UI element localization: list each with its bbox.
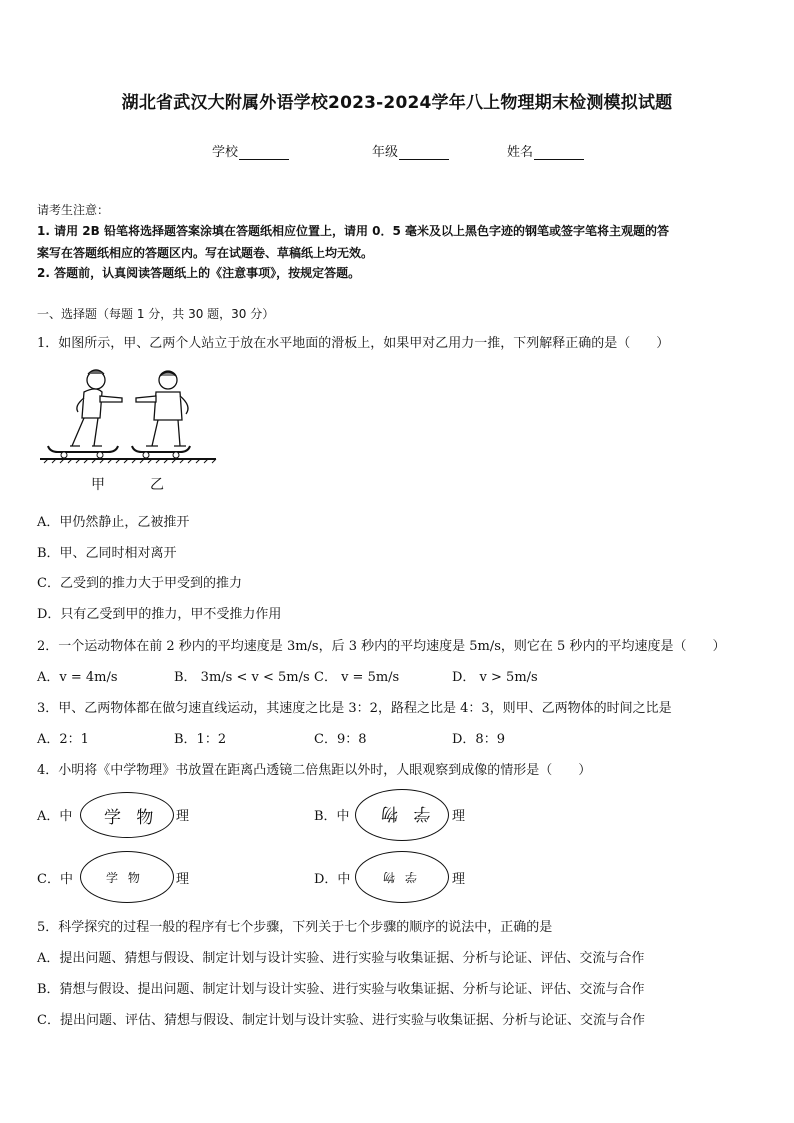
q4-option-b-image-text: 学 物	[376, 803, 431, 823]
fig-label-yi: 乙	[150, 477, 164, 493]
q2-option-c: C． v = 5m/s	[314, 670, 400, 685]
skateboard-figure	[40, 366, 220, 466]
name-blank	[534, 145, 584, 160]
q3-option-b: B．1：2	[174, 732, 227, 747]
q4-option-a-image-text: 学 物	[104, 808, 159, 828]
q4-stem: 4．小明将《中学物理》书放置在距离凸透镜二倍焦距以外时，人眼观察到成像的情形是（ ）	[37, 763, 592, 778]
q5-option-c: C．提出问题、评估、猜想与假设、制定计划与设计实验、进行实验与收集证据、分析与论证、交流与合作	[37, 1013, 645, 1028]
grade-blank	[399, 145, 449, 160]
notice-heading: 请考生注意：	[37, 203, 110, 217]
q4-option-c-image-text: 学 物	[106, 871, 143, 885]
q2-option-d: D． v > 5m/s	[452, 670, 538, 685]
q2-option-a: A．v = 4m/s	[37, 670, 118, 685]
grade-label: 年级	[372, 145, 399, 160]
q3-option-d: D．8：9	[452, 732, 505, 747]
q4-option-b-suffix: 理	[452, 809, 466, 824]
fig-label-jia: 甲	[91, 477, 105, 493]
q1-option-a: A．甲仍然静止，乙被推开	[37, 515, 190, 530]
q2-stem: 2．一个运动物体在前 2 秒内的平均速度是 3m/s，后 3 秒内的平均速度是 5m/s，则它在 5 秒内的平均速度是（ ）	[37, 639, 726, 654]
q1-option-d: D．只有乙受到甲的推力，甲不受推力作用	[37, 607, 282, 622]
q4-option-d-prefix: D．中	[314, 872, 351, 887]
notice-item1-line2: 案写在答题纸相应的答题区内。写在试题卷、草稿纸上均无效。	[37, 246, 374, 260]
q5-option-a: A．提出问题、猜想与假设、制定计划与设计实验、进行实验与收集证据、分析与论证、评估、交流与合作	[37, 951, 645, 966]
school-label: 学校	[212, 145, 239, 160]
name-label: 姓名	[507, 145, 534, 160]
q5-option-b: B．猜想与假设、提出问题、制定计划与设计实验、进行实验与收集证据、分析与论证、评估、交流与合作	[37, 982, 645, 997]
q4-option-b-prefix: B．中	[314, 809, 350, 824]
q4-option-a-prefix: A．中	[37, 809, 73, 824]
q1-stem: 1．如图所示，甲、乙两个人站立于放在水平地面的滑板上，如果甲对乙用力一推，下列解释正确的是（ ）	[37, 336, 670, 351]
q3-option-a: A．2：1	[37, 732, 89, 747]
q3-option-c: C．9：8	[314, 732, 367, 747]
notice-item1-line1: 1. 请用 2B 铅笔将选择题答案涂填在答题纸相应位置上，请用 0．5 毫米及以上黑色字迹的钢笔或签字笔将主观题的答	[37, 224, 669, 238]
q4-option-d-suffix: 理	[452, 872, 466, 887]
school-field	[212, 141, 289, 160]
page-title: 湖北省武汉大附属外语学校2023-2024学年八上物理期末检测模拟试题	[121, 93, 673, 113]
section-heading: 一、选择题（每题 1 分，共 30 题，30 分）	[37, 307, 275, 321]
name-field	[507, 141, 584, 160]
q4-option-c-prefix: C．中	[37, 872, 73, 887]
grade-field	[372, 141, 449, 160]
q4-option-d-image-text: 学 物	[380, 870, 417, 884]
q5-stem: 5．科学探究的过程一般的程序有七个步骤，下列关于七个步骤的顺序的说法中，正确的是	[37, 920, 553, 935]
school-blank	[239, 145, 289, 160]
notice-item2: 2. 答题前，认真阅读答题纸上的《注意事项》，按规定答题。	[37, 266, 361, 280]
q4-option-a-suffix: 理	[176, 809, 190, 824]
q1-option-c: C．乙受到的推力大于甲受到的推力	[37, 576, 242, 591]
q2-option-b: B． 3m/s < v < 5m/s	[174, 670, 310, 685]
q3-stem: 3．甲、乙两物体都在做匀速直线运动，其速度之比是 3：2，路程之比是 4：3，则甲、乙两物体的时间之比是	[37, 701, 672, 716]
q1-option-b: B．甲、乙同时相对离开	[37, 546, 177, 561]
q4-option-c-suffix: 理	[176, 872, 190, 887]
